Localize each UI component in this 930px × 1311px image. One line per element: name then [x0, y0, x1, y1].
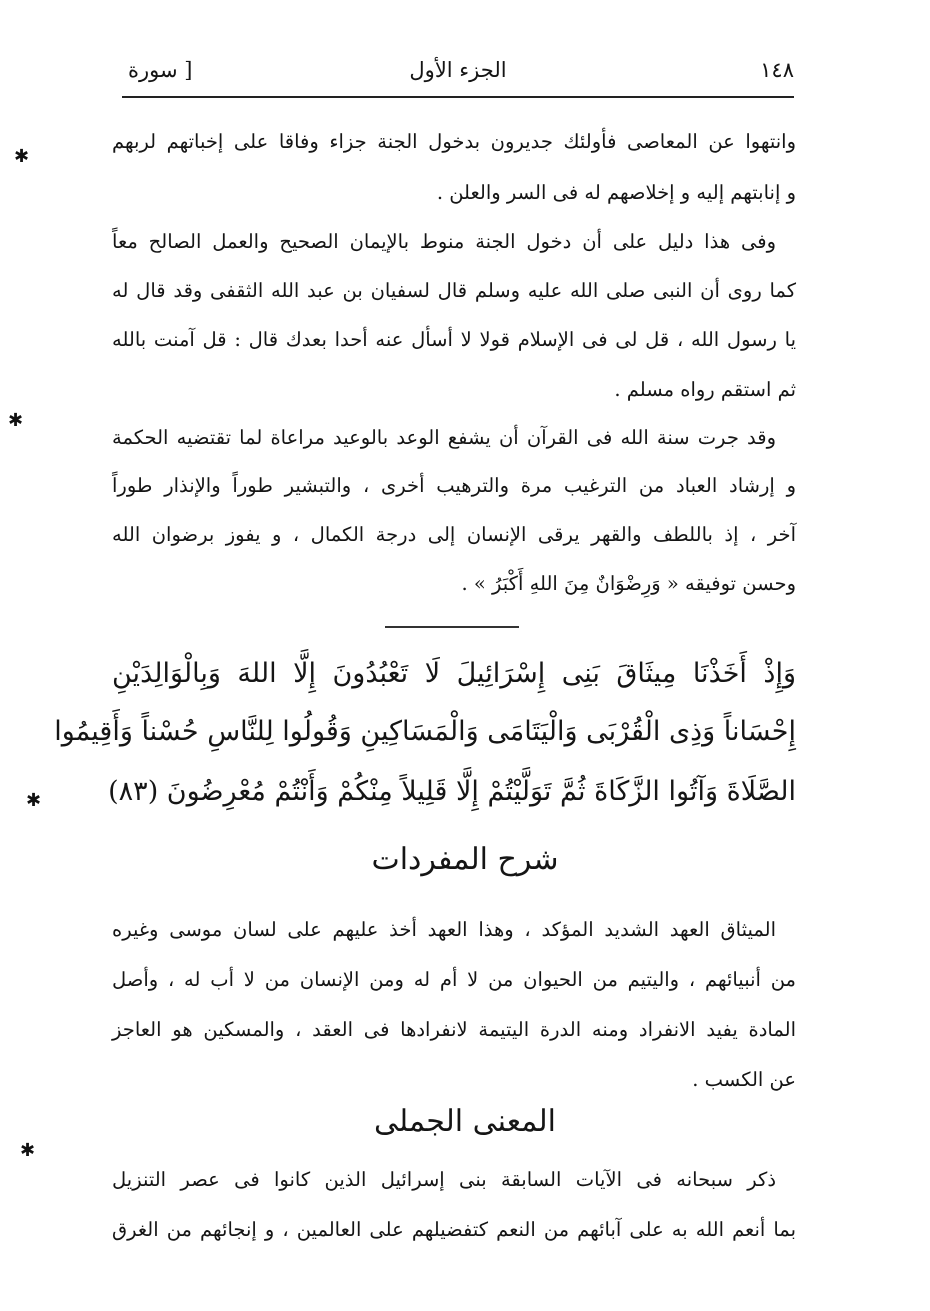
text-line: و إرشاد العباد من الترغيب مرة والترهيب أخرى ، والتبشير طوراً والإنذار طوراً — [112, 474, 796, 497]
verse-line: إِحْسَاناً وَذِى الْقُرْبَى وَالْيَتَامَى وَالْمَسَاكِينِ وَقُولُوا لِلنَّاسِ حُسْناً وَأَقِيمُوا — [54, 716, 796, 747]
sura-label: [ سورة — [128, 58, 193, 82]
quran-verse — [54, 658, 796, 838]
margin-mark-icon: ✱ — [20, 1140, 36, 1161]
text-line: بما أنعم الله به على آبائهم من النعم كتفضيلهم على العالمين ، و إنجائهم من الغرق — [112, 1218, 796, 1241]
text-line: الميثاق العهد الشديد المؤكد ، وهذا العهد أخذ عليهم على لسان موسى وغيره — [112, 918, 776, 941]
text-line: يا رسول الله ، قل لى فى الإسلام قولا لا أسأل عنه أحدا بعدك قال : قل آمنت بالله — [112, 328, 796, 351]
text-line: و إنابتهم إليه و إخلاصهم له فى السر والعلن . — [436, 181, 796, 204]
margin-mark-icon: ✱ — [14, 146, 30, 167]
header-rule — [122, 96, 794, 98]
section-divider — [385, 626, 519, 628]
text-line: عن الكسب . — [692, 1068, 796, 1091]
text-line: من أنبيائهم ، واليتيم من الحيوان من لا أم له ومن الإنسان من لا أب له ، وأصل — [112, 968, 796, 991]
text-line: كما روى أن النبى صلى الله عليه وسلم قال لسفيان بن عبد الله الثقفى وقد قال له — [112, 279, 796, 302]
page-number: ١٤٨ — [760, 58, 794, 82]
summary-text — [112, 1168, 796, 1278]
page-header — [122, 52, 794, 92]
text-line: وفى هذا دليل على أن دخول الجنة منوط بالإيمان الصحيح والعمل الصالح معاً — [112, 230, 776, 253]
text-line: ذكر سبحانه فى الآيات السابقة بنى إسرائيل الذين كانوا فى عصر التنزيل — [112, 1168, 776, 1191]
margin-mark-icon: ✱ — [8, 410, 24, 431]
text-line: وقد جرت سنة الله فى القرآن أن يشفع الوعد بالوعيد مراعاة لما تقتضيه الحكمة — [112, 426, 776, 449]
text-line: المادة يفيد الانفراد ومنه الدرة اليتيمة لانفرادها فى العقد ، والمسكين هو العاجز — [112, 1018, 796, 1041]
text-line: آخر ، إذ باللطف والقهر يرقى الإنسان إلى درجة الكمال ، و يفوز برضوان الله — [112, 523, 796, 546]
text-line: وانتهوا عن المعاصى فأولئك جديرون بدخول الجنة جزاء وفاقا على إخباتهم لربهم — [112, 130, 796, 153]
vocabulary-text — [112, 918, 796, 1118]
part-title: الجزء الأول — [409, 58, 507, 82]
margin-mark-icon: ✱ — [26, 790, 42, 811]
verse-line: الصَّلَاةَ وَآتُوا الزَّكَاةَ ثُمَّ تَوَلَّيْتُمْ إِلَّا قَلِيلاً مِنْكُمْ وَأَنْتُمْ مُعْرِضُونَ (٨٣) — [108, 776, 796, 807]
text-line: وحسن توفيقه « وَرِضْوَانٌ مِنَ اللهِ أَكْبَرُ » . — [461, 572, 796, 595]
heading-summary: المعنى الجملى — [373, 1104, 556, 1139]
heading-vocabulary: شرح المفردات — [371, 842, 559, 877]
verse-line: وَإِذْ أَخَذْنَا مِيثَاقَ بَنِى إِسْرَائِيلَ لَا تَعْبُدُونَ إِلَّا اللهَ وَبِالْوَالِدَيْنِ — [112, 658, 796, 689]
commentary-text — [112, 130, 796, 610]
text-line: ثم استقم رواه مسلم . — [614, 378, 796, 401]
